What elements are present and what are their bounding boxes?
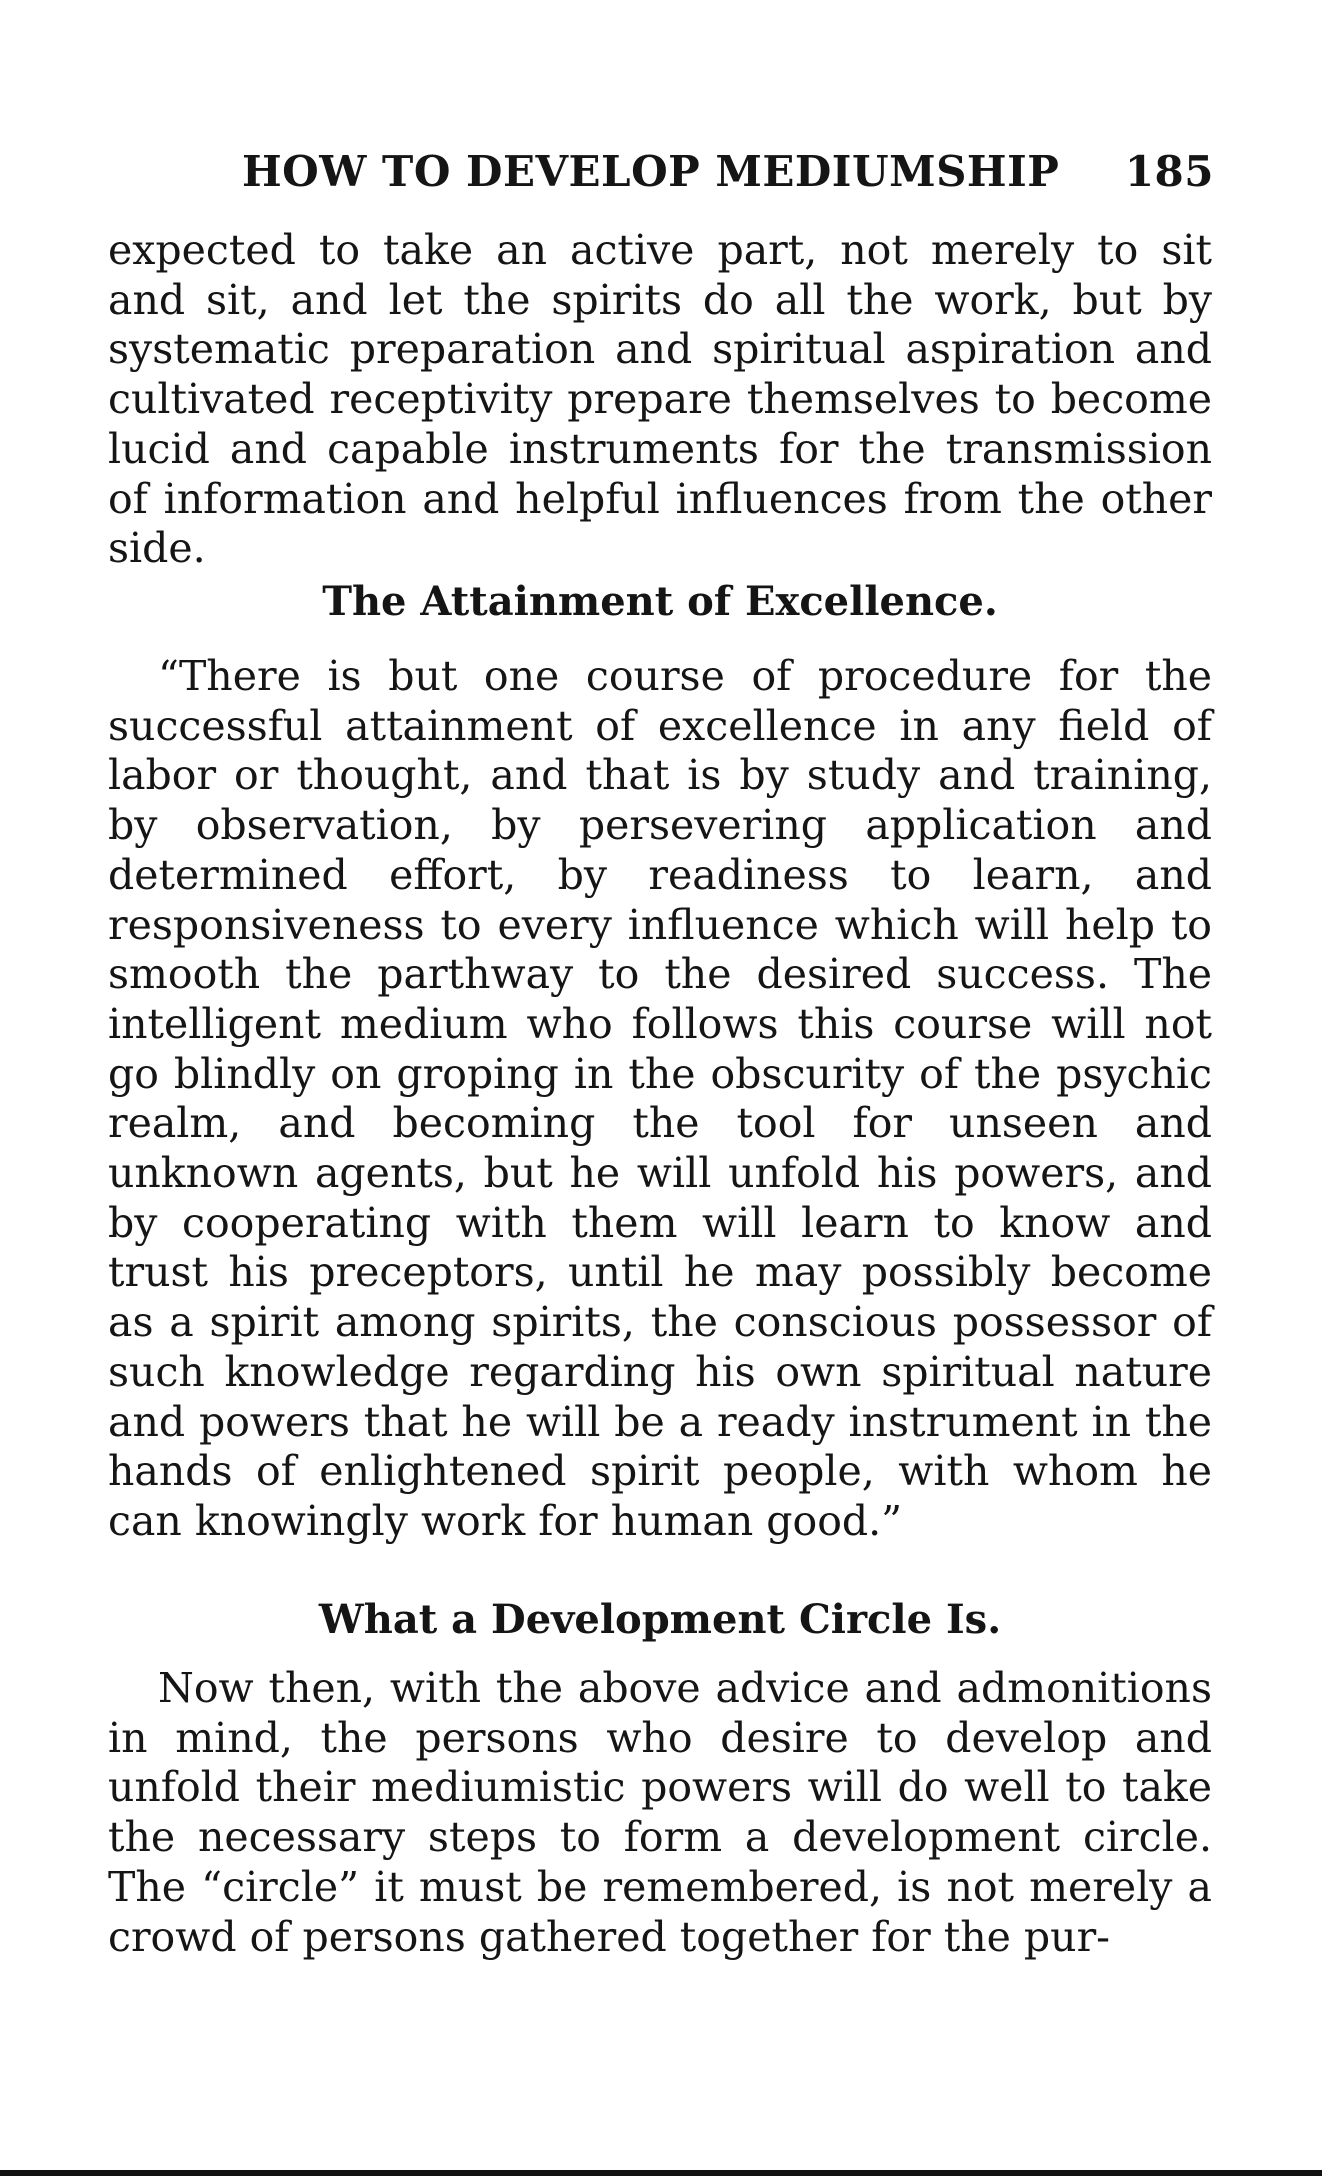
running-head — [242, 144, 1214, 200]
paragraph-development-circle: Now then, with the above advice and admonitions in mind, the persons who desire to develop and unfold their mediumistic powers will do well to take the necessary steps to form a development circle. The “circle” it must be remembered, is not merely a crowd of persons gathered together for the pur- — [108, 1664, 1212, 1961]
page-number: 185 — [1124, 147, 1214, 196]
section-heading-development-circle: What a Development Circle Is. — [318, 1596, 1002, 1643]
running-head-title: HOW TO DEVELOP MEDIUMSHIP — [242, 147, 1060, 196]
paragraph-quotation: “There is but one course of procedure for the successful attainment of excellence in any field of labor or thought, and that is by study and training, by observation, by persevering application and determined effort, by readiness to learn, and responsiveness to every influence which will help to smooth the parthway to the desired success. The intelligent medium who follows this course will not go blindly on groping in the obscurity of the psychic realm, and becoming the tool for unseen and unknown agents, but he will unfold his powers, and by cooperating with them will learn to know and trust his preceptors, until he may possibly become as a spirit among spirits, the conscious possessor of such knowledge regarding his own spiritual nature and powers that he will be a ready instrument in the hands of enlightened spirit people, with whom he can knowingly work for human good.” — [108, 652, 1212, 1545]
section-heading-attainment: The Attainment of Excellence. — [322, 578, 998, 625]
bottom-edge-rule — [0, 2170, 1322, 2176]
paragraph-continued: expected to take an active part, not merely to sit and sit, and let the spirits do all the work, but by systematic preparation and spiritual aspiration and cultivated receptivity prepare themselves to become lucid and capable instruments for the transmission of information and helpful influences from the other side. — [108, 226, 1212, 573]
